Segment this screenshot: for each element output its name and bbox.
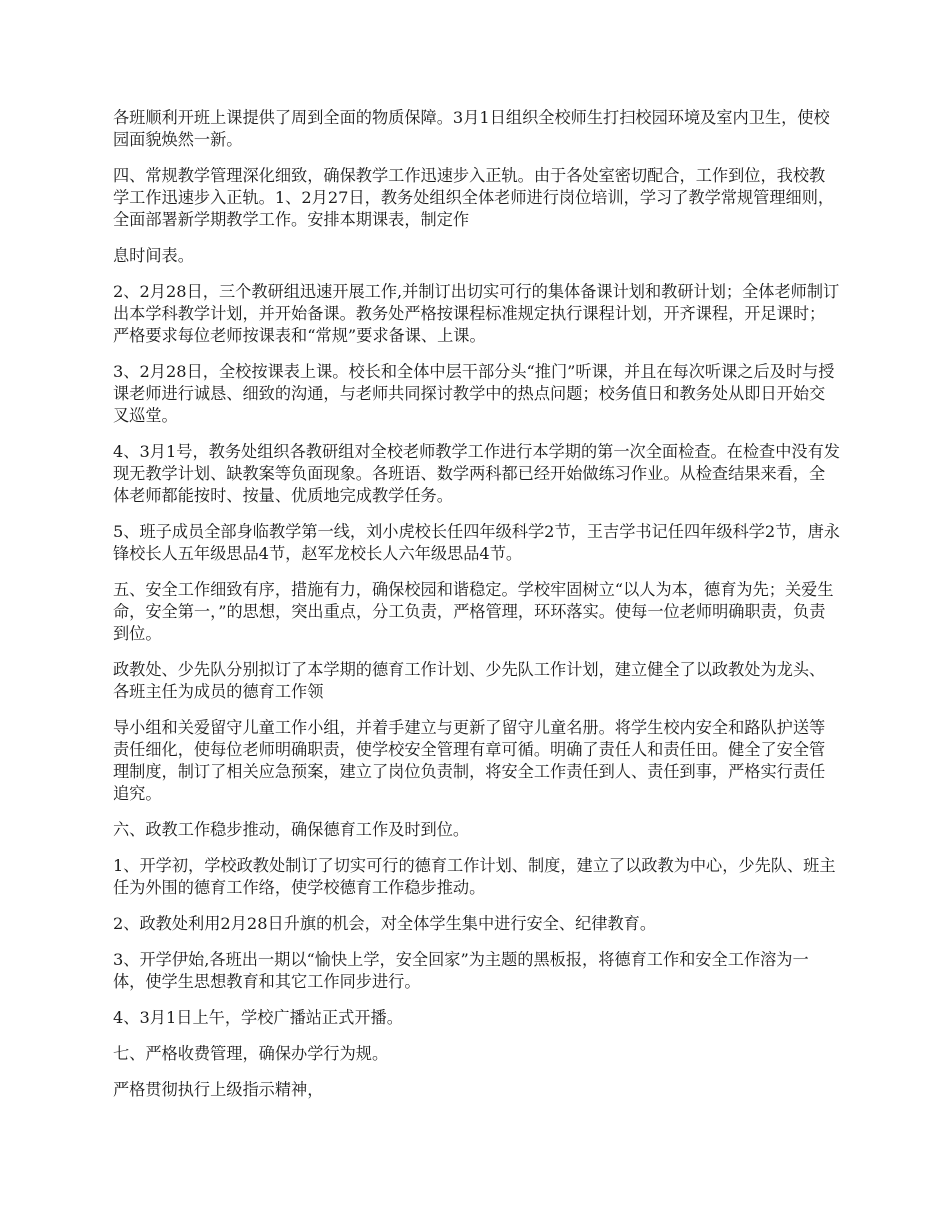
paragraph: 四、常规教学管理深化细致，确保教学工作迅速步入正轨。由于各处室密切配合，工作到位，我校教学工作迅速步入正轨。1、2月27日，教务处组织全体老师进行岗位培训，学习了教学常规管理细则，全面部署新学期教学工作。安排本期课表，制定作 — [113, 166, 835, 229]
paragraph: 2、政教处利用2月28日升旗的机会，对全体学生集中进行安全、纪律教育。 — [113, 914, 657, 933]
paragraph: 3、2月28日，全校按课表上课。校长和全体中层干部分头“推门”听课，并且在每次听课之后及时与授课老师进行诚恳、细致的沟通，与老师共同探讨教学中的热点问题；校务值日和教务处从即日开始交叉巡堂。 — [113, 362, 835, 425]
paragraph: 4、3月1号，教务处组织各教研组对全校老师教学工作进行本学期的第一次全面检查。在检查中没有发现无教学计划、缺教案等负面现象。各班语、数学两科都已经开始做练习作业。从检查结果来看，全体老师都能按时、按量、优质地完成教学任务。 — [113, 442, 840, 505]
paragraph: 5、班子成员全部身临教学第一线，刘小虎校长任四年级科学2节，王吉学书记任四年级科学2节，唐永锋校长人五年级思品4节，赵军龙校长人六年级思品4节。 — [113, 522, 840, 563]
paragraph: 严格贯彻执行上级指示精神， — [113, 1080, 324, 1099]
paragraph: 政教处、少先队分别拟订了本学期的德育工作计划、少先队工作计划，建立健全了以政教处为龙头、各班主任为成员的德育工作领 — [113, 660, 826, 701]
paragraph: 3、开学伊始,各班出一期以“愉快上学，安全回家”为主题的黑板报，将德育工作和安全工作溶为一体，使学生思想教育和其它工作同步进行。 — [113, 950, 809, 991]
paragraph: 1、开学初，学校政教处制订了切实可行的德育工作计划、制度，建立了以政教为中心，少先队、班主任为外围的德育工作络，使学校德育工作稳步推动。 — [113, 856, 836, 897]
paragraph: 各班顺利开班上课提供了周到全面的物质保障。3月1日组织全校师生打扫校园环境及室内卫生，使校园面貌焕然一新。 — [113, 108, 830, 149]
paragraph: 五、安全工作细致有序，措施有力，确保校园和谐稳定。学校牢固树立“以人为本，德育为先；关爱生命，安全第一，”的思想，突出重点，分工负责，严格管理，环环落实。使每一位老师明确职责，负责到位。 — [113, 580, 834, 643]
section-heading: 六、政教工作稳步推动，确保德育工作及时到位。 — [113, 820, 470, 839]
paragraph: 息时间表。 — [113, 246, 194, 265]
section-heading: 七、严格收费管理，确保办学行为规。 — [113, 1044, 389, 1063]
paragraph: 导小组和关爱留守儿童工作小组，并着手建立与更新了留守儿童名册。将学生校内安全和路队护送等责任细化，使每位老师明确职责，使学校安全管理有章可循。明确了责任人和责任田。健全了安全管理制度，制订了相关应急预案，建立了岗位负责制，将安全工作责任到人、责任到事，严格实行责任追究。 — [113, 718, 826, 803]
document-body — [113, 107, 840, 1115]
paragraph: 2、2月28日，三个教研组迅速开展工作,并制订出切实可行的集体备课计划和教研计划；全体老师制订出本学科教学计划，并开始备课。教务处严格按课程标准规定执行课程计划，开齐课程，开足课时；严格要求每位老师按课表和“常规”要求备课、上课。 — [113, 282, 840, 345]
paragraph: 4、3月1日上午，学校广播站正式开播。 — [113, 1008, 403, 1027]
